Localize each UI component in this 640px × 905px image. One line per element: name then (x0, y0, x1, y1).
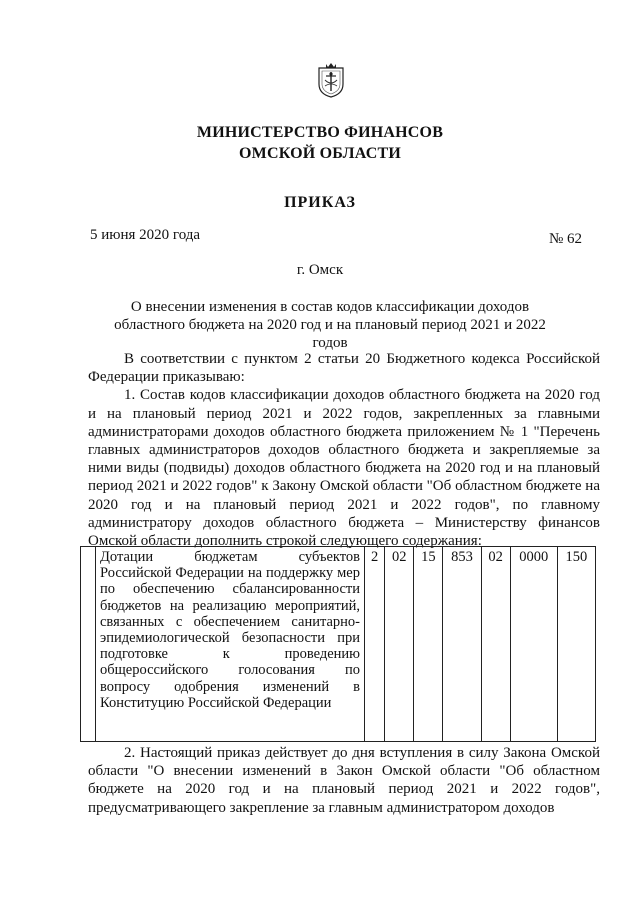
order-body-part2 (88, 744, 600, 817)
code-cell-2: 02 (385, 547, 414, 742)
code-cell-1: 2 (365, 547, 385, 742)
order-number: № 62 (549, 231, 583, 247)
code-cell-5: 02 (481, 547, 510, 742)
code-cell-3: 15 (414, 547, 443, 742)
table-row (81, 547, 596, 742)
item2-paragraph: 2. Настоящий приказ действует до дня вступления в силу Закона Омской области "О внесении изменений в Закон Омской области "Об областном бюджете на 2020 год и на плановый период 2021 и 2022 годов", предусматривающего закрепление за главным администратором доходов (88, 745, 600, 816)
document-type-title: ПРИКАЗ (284, 194, 356, 211)
code-cell-4: 853 (443, 547, 481, 742)
table-marker-cell (81, 547, 96, 742)
code-cell-7: 150 (557, 547, 595, 742)
item1-paragraph: 1. Состав кодов классификации доходов областного бюджета на 2020 год и на плановый период 2021 и 2022 годов, закрепленных за главными администраторами доходов областного бюджета приложением № 1 "Перечень главных администраторов доходов областного бюджета и закрепляемые за ними виды (подвиды) доходов областного бюджета на 2020 год и на плановый период 2021 и 2022 годов" к Закону Омской области "Об областном бюджете на 2020 год и на плановый период 2021 и 2022 годов", по главному администратору доходов областного бюджета – Министерству финансов Омской области дополнить строкой следующего содержания: (88, 387, 600, 550)
order-subject: О внесении изменения в состав кодов классификации доходов областного бюджета на 2020 год и на плановый период 2021 и 2022 годов (114, 299, 546, 351)
preamble-paragraph: В соответствии с пунктом 2 статьи 20 Бюджетного кодекса Российской Федерации приказываю: (88, 351, 600, 386)
omsk-coat-of-arms-icon (317, 62, 345, 98)
income-description-cell: Дотации бюджетам субъектов Российской Федерации на поддержку мер по обеспечению сбалансированности бюджетов на реализацию мероприятий, связанных с обеспечением санитарно-эпидемиологической безопасности при подготовке к проведению общероссийского голосования по вопросу одобрения изменений в Конституцию Российской Федерации (96, 547, 365, 742)
order-city: г. Омск (296, 262, 344, 278)
code-cell-6: 0000 (510, 547, 557, 742)
order-body-part1 (88, 350, 600, 550)
ministry-name-line2: ОМСКОЙ ОБЛАСТИ (239, 145, 401, 162)
order-date: 5 июня 2020 года (90, 227, 201, 243)
ministry-name-line1: МИНИСТЕРСТВО ФИНАНСОВ (196, 124, 444, 141)
classification-codes-table (80, 546, 596, 742)
